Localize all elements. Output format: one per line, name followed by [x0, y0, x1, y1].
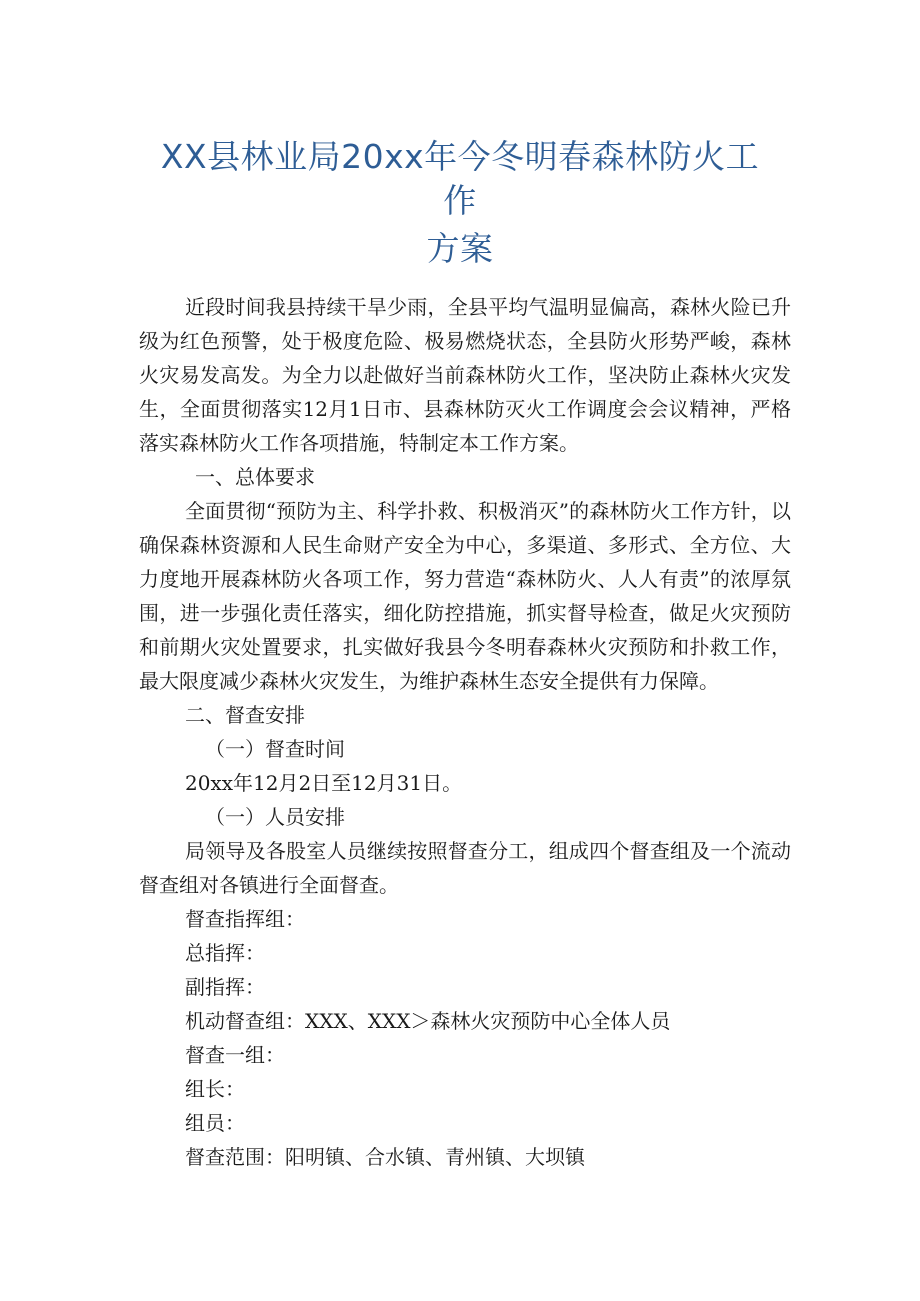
- document-title-line-1: XX县林业局20xx年今冬明春森林防火工: [160, 137, 760, 176]
- mobile-group-line: 机动督查组：XXX、XXX＞森林火灾预防中心全体人员: [185, 1009, 671, 1033]
- section-1-body: 全面贯彻“预防为主、科学扑救、积极消灭”的森林防火工作方针，以确保森林资源和人民生命财产安全为中心，多渠道、多形式、全方位、大力度地开展森林防火各项工作，努力营造“森林防火、人人有责”的浓厚氛围，进一步强化责任落实，细化防控措施，抓实督导检查，做足火灾预防和前期火灾处置要求，扎实做好我县今冬明春森林火灾预防和扑救工作，最大限度减少森林火灾发生，为维护森林生态安全提供有力保障。: [139, 499, 791, 693]
- group-1-scope-line: 督查范围：阳明镇、合水镇、青州镇、大坝镇: [185, 1145, 585, 1169]
- section-2-heading: 二、督查安排: [185, 703, 305, 727]
- subsection-staff-heading: （一）人员安排: [205, 805, 345, 829]
- group-1-leader-label: 组长：: [185, 1077, 245, 1101]
- subsection-time-heading: （一）督查时间: [205, 737, 345, 761]
- subsection-time-body: 20xx年12月2日至12月31日。: [185, 771, 463, 795]
- deputy-commander-label: 副指挥：: [185, 975, 265, 999]
- document-body: [139, 290, 791, 1174]
- document-title-line-3: 方案: [426, 229, 494, 268]
- command-group-label: 督查指挥组：: [185, 907, 305, 931]
- chief-commander-label: 总指挥：: [185, 941, 265, 965]
- section-1-heading: 一、总体要求: [195, 465, 315, 489]
- group-1-label: 督查一组：: [185, 1043, 285, 1067]
- subsection-staff-body: 局领导及各股室人员继续按照督查分工，组成四个督查组及一个流动督查组对各镇进行全面督查。: [139, 839, 791, 897]
- intro-paragraph: 近段时间我县持续干旱少雨，全县平均气温明显偏高，森林火险已升级为红色预警，处于极度危险、极易燃烧状态，全县防火形势严峻，森林火灾易发高发。为全力以赴做好当前森林防火工作，坚决防止森林火灾发生，全面贯彻落实12月1日市、县森林防灭火工作调度会会议精神，严格落实森林防火工作各项措施，特制定本工作方案。: [139, 295, 791, 455]
- document-title-line-2: 作: [443, 181, 477, 220]
- group-1-members-label: 组员：: [185, 1111, 245, 1135]
